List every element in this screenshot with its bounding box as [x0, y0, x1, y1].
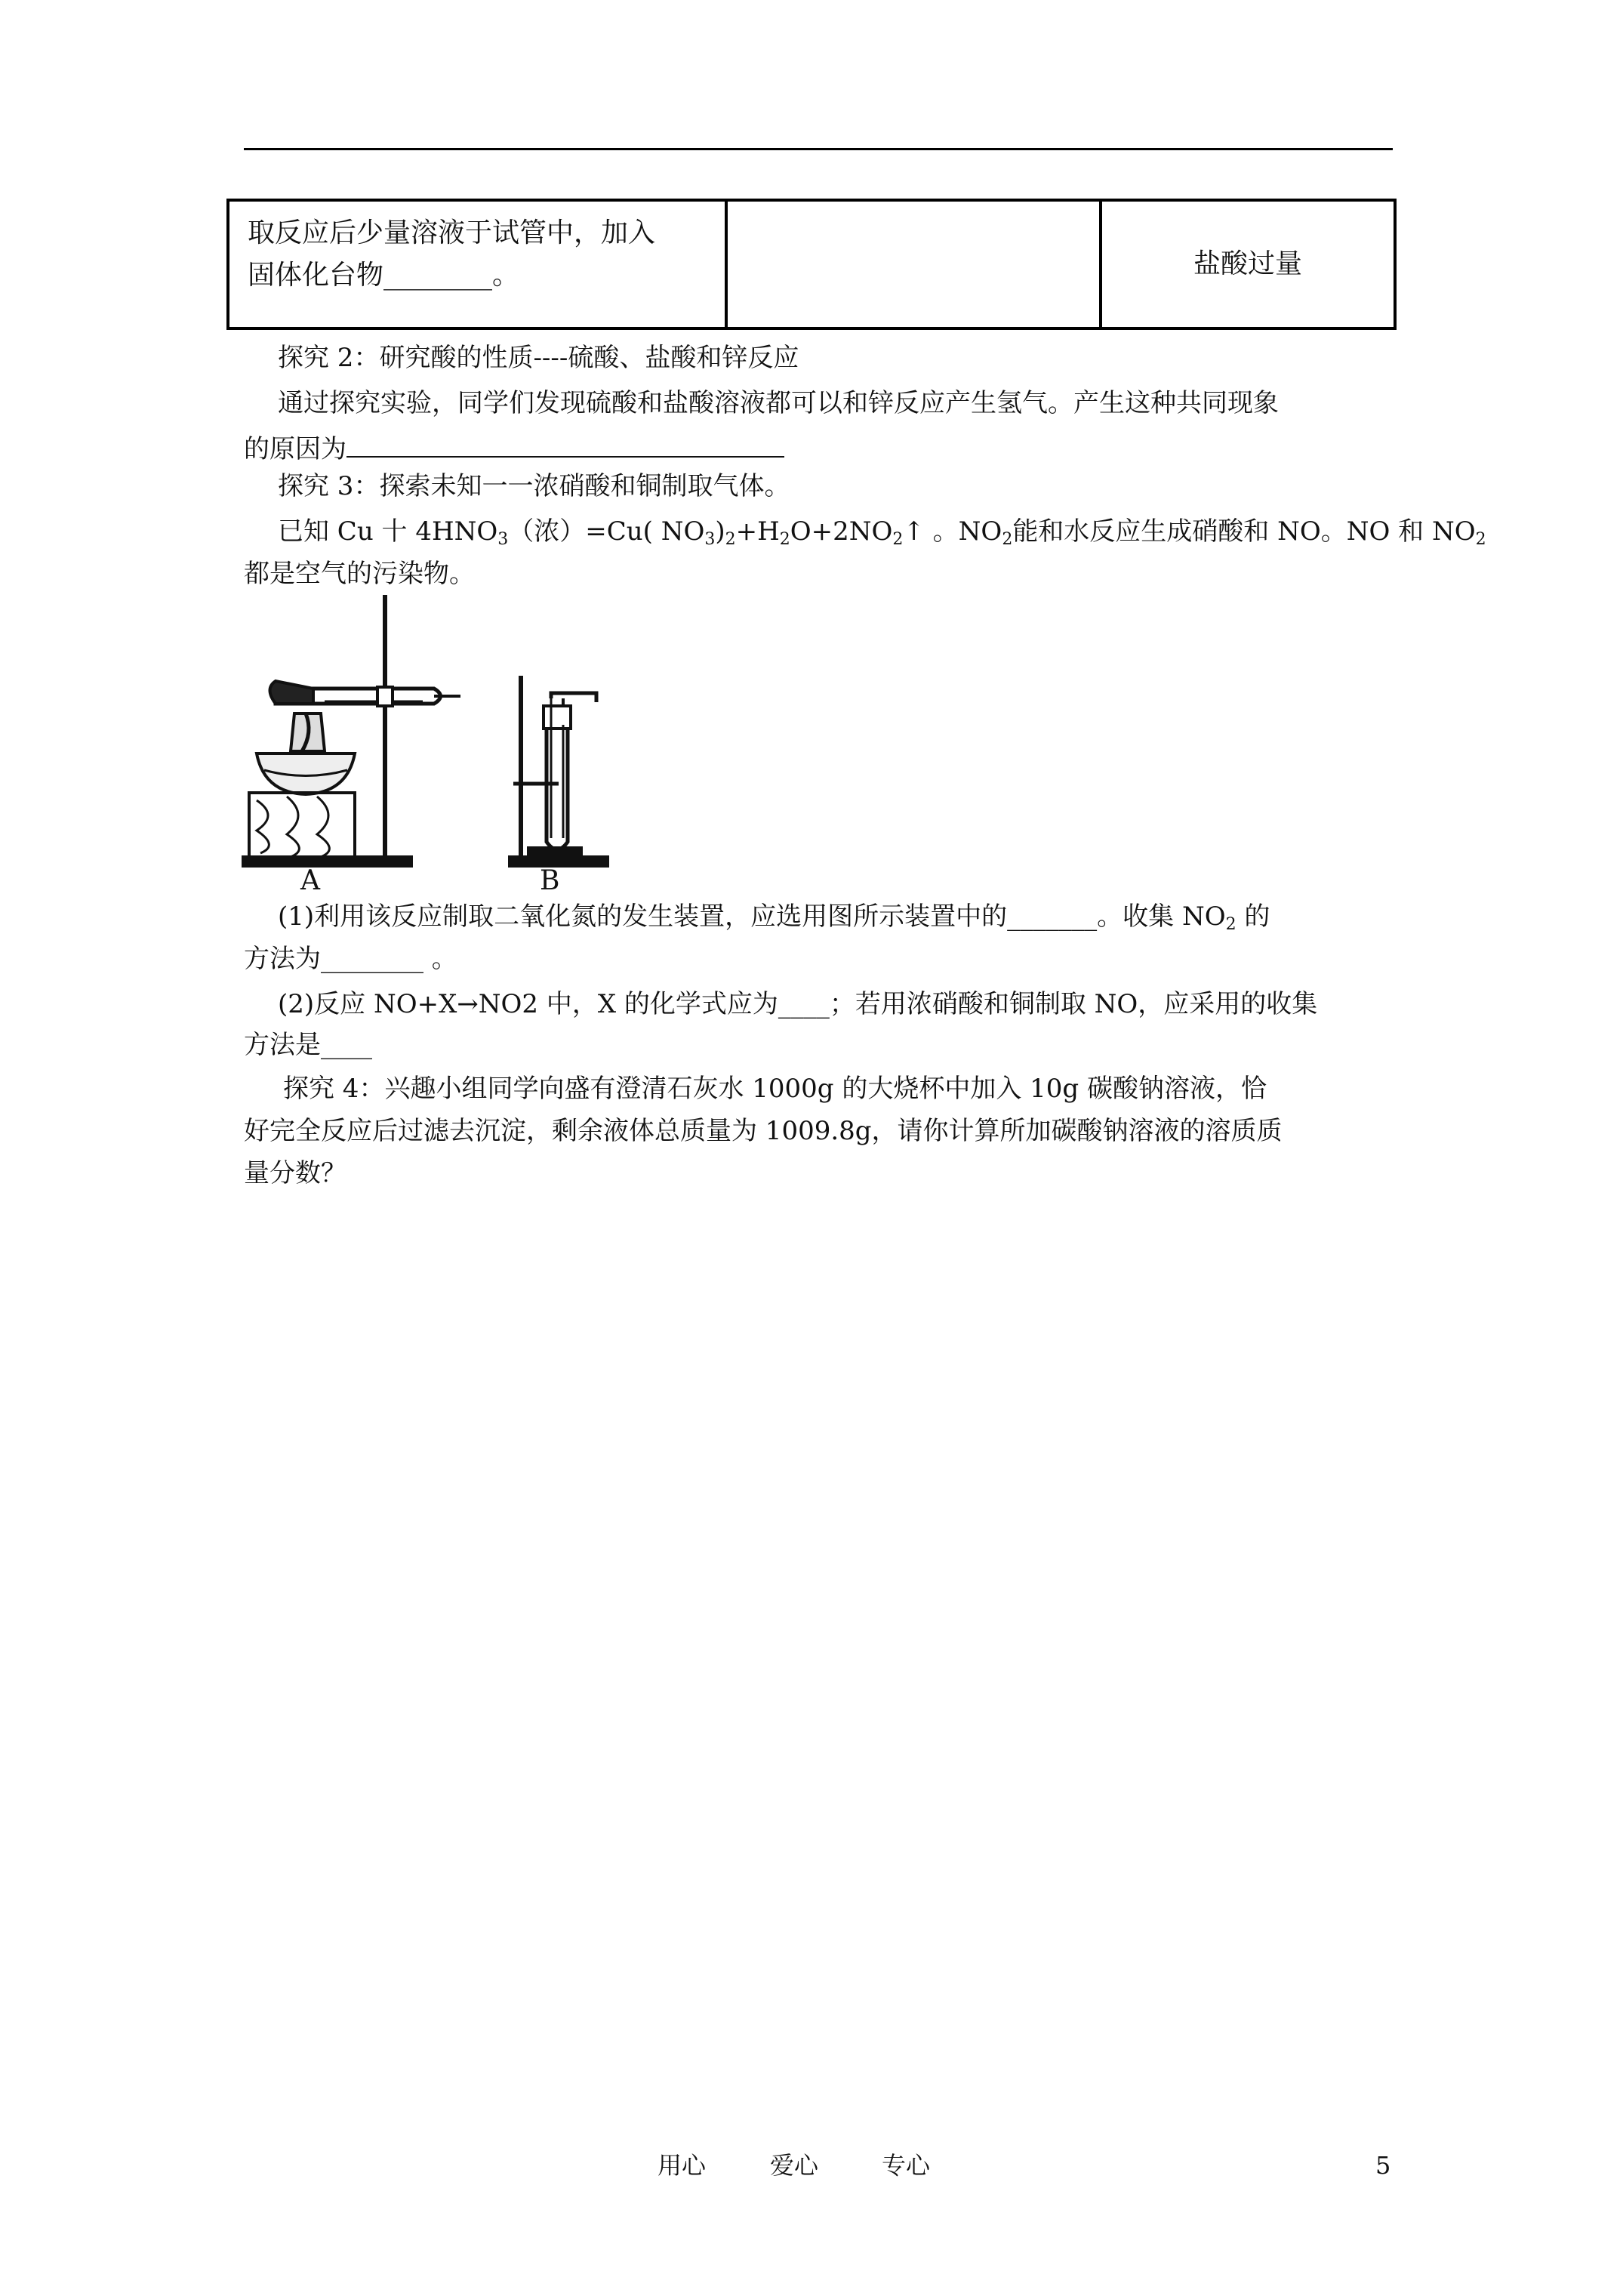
eq-sub: 2 [892, 530, 904, 549]
support-b [528, 848, 581, 855]
label-a: A [300, 865, 320, 891]
page-number: 5 [1375, 2151, 1391, 2180]
eq-part: 能和水反应生成硝酸和 NO。NO 和 NO [1012, 516, 1476, 547]
eq-part: ) [715, 516, 725, 547]
eq-sub: 2 [779, 530, 790, 549]
eq-part: （浓）=Cu( NO [508, 516, 705, 547]
eq-sub: 2 [1475, 530, 1486, 549]
footer-motto-2: 爱心 [770, 2151, 819, 2180]
question-1-line1 [278, 900, 1440, 933]
eq-part: O+2NO [790, 516, 893, 547]
section2-title: 探究 2：研究酸的性质----硫酸、盐酸和锌反应 [278, 343, 799, 373]
section2-line2-text: 的原因为 [244, 434, 346, 464]
tube-bottom-a [270, 681, 314, 704]
label-b: B [540, 865, 560, 891]
eq-part: ↑ 。NO [903, 516, 1002, 547]
eq-part: +H [735, 516, 780, 547]
table-row [228, 200, 1395, 328]
question-2-line2: 方法是____ [244, 1030, 372, 1060]
conclusion-cell: 盐酸过量 [1101, 200, 1395, 328]
eq-part: 已知 Cu 十 4HNO [278, 516, 498, 547]
clamp-a [377, 687, 393, 706]
section3-title: 探究 3：探索未知一一浓硝酸和铜制取气体。 [278, 471, 790, 501]
alcohol-lamp-a [257, 754, 355, 794]
question-1-line2: 方法为________ 。 [244, 944, 457, 974]
procedure-line-1: 取反应后少量溶液于试管中，加入 [248, 217, 656, 248]
section2-line2 [244, 432, 1406, 466]
eq-sub: 2 [725, 530, 736, 549]
footer-motto-1: 用心 [658, 2151, 707, 2180]
apparatus-drawing [242, 589, 710, 891]
reaction-equation [278, 515, 1486, 549]
procedure-line-2: 固体化台物________。 [248, 260, 520, 291]
eq-sub: 2 [1002, 530, 1013, 549]
section2-line1: 通过探究实验，同学们发现硫酸和盐酸溶液都可以和锌反应产生氢气。产生这种共同现象 [278, 388, 1279, 418]
section3-line2: 都是空气的污染物。 [244, 559, 475, 589]
q1-sub: 2 [1225, 915, 1236, 934]
answer-blank [346, 432, 784, 458]
test-tube-b [547, 729, 568, 849]
q1-text: (1)利用该反应制取二氧化氮的发生装置，应选用图所示装置中的_______。收集 NO [278, 901, 1226, 932]
section4-line2: 好完全反应后过滤去沉淀，剩余液体总质量为 1009.8g，请你计算所加碳酸钠溶液的溶质质 [244, 1116, 1283, 1146]
footer-motto-3: 专心 [882, 2151, 931, 2180]
apparatus-figure [242, 589, 710, 891]
delivery-tube-b [551, 693, 596, 702]
procedure-cell [228, 200, 726, 328]
q1-text-end: 的 [1236, 901, 1270, 932]
eq-sub: 3 [704, 530, 716, 549]
question-2-line1: (2)反应 NO+X→NO2 中，X 的化学式应为____；若用浓硝酸和铜制取 NO，应采用的收集 [278, 989, 1318, 1019]
eq-sub: 3 [497, 530, 509, 549]
section4-line3: 量分数？ [244, 1158, 346, 1188]
header-rule [244, 148, 1393, 150]
experiment-table [226, 199, 1397, 330]
phenomenon-cell [726, 200, 1101, 328]
section4-line1: 探究 4：兴趣小组同学向盛有澄清石灰水 1000g 的大烧杯中加入 10g 碳酸钠溶液，恰 [283, 1074, 1267, 1104]
stopper-b [544, 706, 571, 729]
